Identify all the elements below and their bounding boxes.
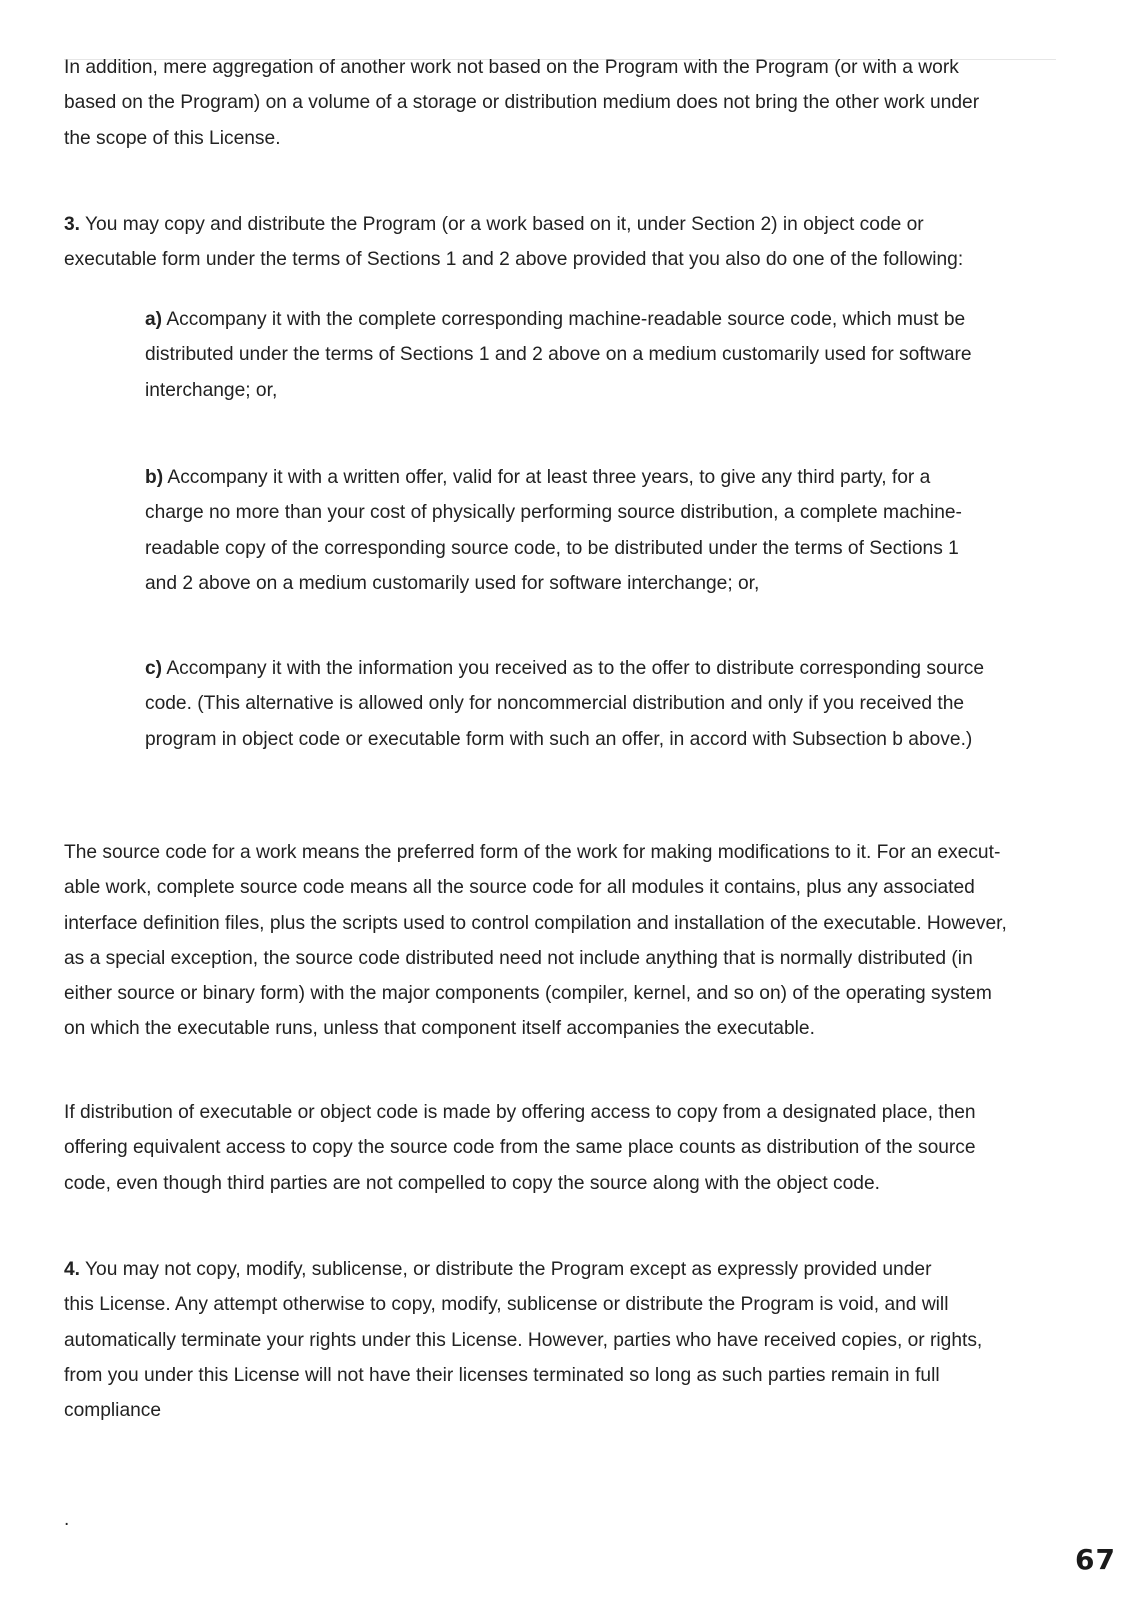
text-line: automatically terminate your rights under this License. However, parties who have received copies, or rights, <box>64 1329 983 1351</box>
paragraph-source-code <box>64 835 1007 1047</box>
text-line <box>64 1252 982 1287</box>
trailing-dot: . <box>64 1509 70 1530</box>
item-c <box>145 651 984 757</box>
text-line: code, even though third parties are not compelled to copy the source along with the object code. <box>64 1172 880 1194</box>
text-line: interface definition files, plus the scripts used to control compilation and installation of the executable. However, <box>64 912 1007 934</box>
item-b <box>145 460 962 601</box>
text-line: offering equivalent access to copy the source code from the same place counts as distribution of the source <box>64 1137 976 1159</box>
section-3 <box>64 207 963 278</box>
item-label: c) <box>145 658 163 679</box>
text-line: based on the Program) on a volume of a storage or distribution medium does not bring the other work under <box>64 92 980 114</box>
text-line: program in object code or executable form with such an offer, in accord with Subsection b above.) <box>145 728 973 750</box>
text-line: and 2 above on a medium customarily used for software interchange; or, <box>145 572 760 594</box>
paragraph-distribution <box>64 1095 976 1201</box>
item-label: a) <box>145 309 163 330</box>
section-4 <box>64 1252 982 1428</box>
text-line <box>64 207 963 242</box>
text-span: Accompany it with the complete corresponding machine-readable source code, which must be <box>162 309 966 330</box>
text-line: able work, complete source code means all the source code for all modules it contains, plus any associated <box>64 877 975 899</box>
text-span: Accompany it with a written offer, valid for at least three years, to give any third party, for a <box>163 467 931 488</box>
text-span: Accompany it with the information you received as to the offer to distribute corresponding source <box>162 658 985 679</box>
text-line: distributed under the terms of Sections 1 and 2 above on a medium customarily used for software <box>145 344 972 366</box>
text-line: charge no more than your cost of physically performing source distribution, a complete machine- <box>145 502 962 524</box>
text-line: executable form under the terms of Sections 1 and 2 above provided that you also do one of the following: <box>64 249 964 271</box>
text-line: The source code for a work means the preferred form of the work for making modifications to it. For an execut- <box>64 842 1001 863</box>
item-label: b) <box>145 467 164 488</box>
text-line: If distribution of executable or object code is made by offering access to copy from a designated place, then <box>64 1102 976 1123</box>
text-line <box>145 460 962 495</box>
text-line <box>145 302 972 337</box>
text-line: either source or binary form) with the major components (compiler, kernel, and so on) of the operating system <box>64 983 992 1005</box>
text-line: this License. Any attempt otherwise to copy, modify, sublicense or distribute the Program is void, and will <box>64 1294 949 1316</box>
text-line: compliance <box>64 1400 162 1422</box>
text-line: In addition, mere aggregation of another work not based on the Program with the Program (or with a work <box>64 57 959 78</box>
text-line: on which the executable runs, unless that component itself accompanies the executable. <box>64 1018 815 1040</box>
paragraph-aggregation <box>64 50 979 156</box>
text-line: readable copy of the corresponding source code, to be distributed under the terms of Sections 1 <box>145 537 959 559</box>
text-line: code. (This alternative is allowed only for noncommercial distribution and only if you received the <box>145 693 965 715</box>
text-line: the scope of this License. <box>64 127 281 149</box>
text-line: interchange; or, <box>145 379 278 401</box>
section-number: 4. <box>64 1259 81 1280</box>
item-a <box>145 302 972 408</box>
text-span: You may copy and distribute the Program (or a work based on it, under Section 2) in object code or <box>80 214 924 235</box>
text-line: from you under this License will not have their licenses terminated so long as such parties remain in full <box>64 1364 940 1386</box>
text-line <box>145 651 984 686</box>
text-span: You may not copy, modify, sublicense, or distribute the Program except as expressly provided under <box>80 1259 932 1280</box>
page-number: 67 <box>1075 1543 1116 1576</box>
section-number: 3. <box>64 214 81 235</box>
text-line: as a special exception, the source code distributed need not include anything that is normally distributed (in <box>64 947 973 969</box>
